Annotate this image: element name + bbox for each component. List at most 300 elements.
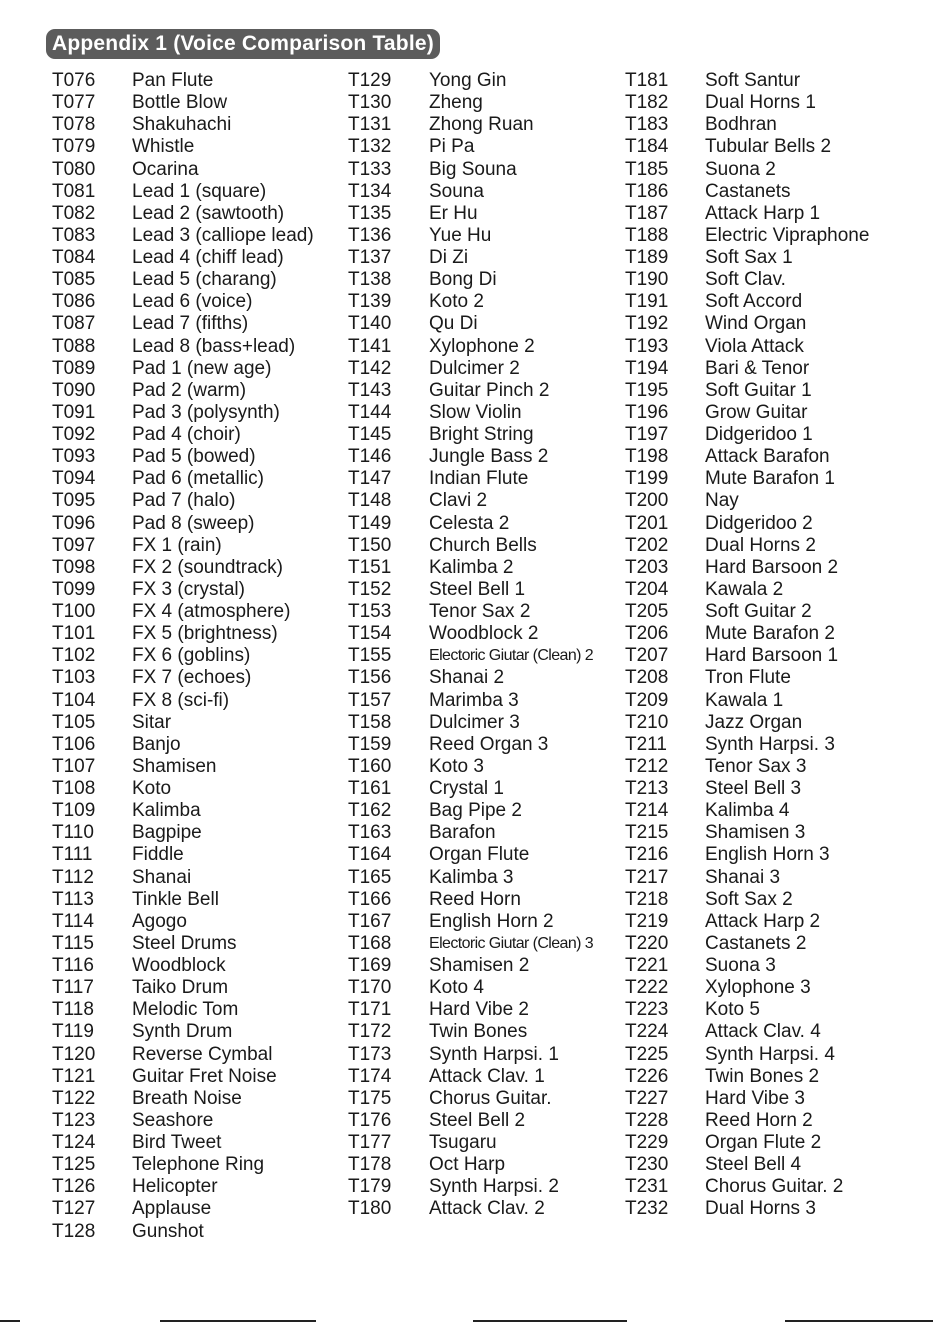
voice-name: Attack Harp 1 (705, 202, 821, 224)
voice-number: T200 (625, 490, 669, 512)
voice-number: T226 (625, 1065, 669, 1087)
voice-number: T128 (52, 1220, 96, 1242)
voice-number: T207 (625, 645, 669, 667)
voice-name: Chorus Guitar. (429, 1087, 552, 1109)
voice-number: T102 (52, 645, 96, 667)
voice-number: T100 (52, 601, 96, 622)
voice-name: Lead 6 (voice) (132, 291, 253, 313)
voice-number: T180 (348, 1198, 392, 1220)
voice-name: Twin Bones 2 (705, 1065, 820, 1087)
voice-number: T165 (348, 866, 392, 888)
voice-number: T137 (348, 247, 392, 268)
voice-name: Bag Pipe 2 (429, 800, 522, 822)
voice-number: T223 (625, 999, 669, 1021)
voice-number: T225 (625, 1043, 669, 1065)
voice-name: Jazz Organ (705, 711, 803, 733)
voice-name: FX 3 (crystal) (132, 578, 245, 600)
voice-number: T217 (625, 866, 669, 888)
voice-name: Bagpipe (132, 822, 202, 844)
voice-number: T187 (625, 202, 669, 224)
voice-number: T198 (625, 446, 669, 468)
voice-number: T203 (625, 556, 669, 578)
voice-number: T105 (52, 711, 96, 733)
voice-name: Electric Vipraphone (705, 224, 870, 246)
footer-rule (160, 1320, 316, 1322)
voice-name: FX 7 (echoes) (132, 667, 252, 689)
voice-name: Oct Harp (429, 1154, 506, 1176)
voice-number: T145 (348, 424, 392, 445)
voice-number: T077 (52, 92, 96, 114)
voice-number: T098 (52, 556, 96, 578)
voice-number: T186 (625, 180, 669, 202)
voice-number: T107 (52, 755, 96, 777)
voice-number: T131 (348, 114, 392, 136)
voice-name: Synth Drum (132, 1021, 233, 1043)
voice-number: T179 (348, 1176, 392, 1198)
voice-number: T076 (52, 70, 96, 91)
voice-name: Woodblock 2 (429, 623, 539, 645)
voice-name: Barafon (429, 822, 496, 844)
voice-number: T172 (348, 1021, 392, 1043)
voice-number: T122 (52, 1087, 96, 1109)
voice-name: FX 6 (goblins) (132, 645, 251, 667)
voice-name: Soft Clav. (705, 269, 786, 291)
voice-name: Soft Guitar 2 (705, 601, 812, 622)
voice-name: Lead 2 (sawtooth) (132, 202, 285, 224)
voice-name: Fiddle (132, 844, 184, 866)
voice-name: Steel Bell 4 (705, 1154, 802, 1176)
voice-name: Yong Gin (429, 70, 507, 91)
voice-number: T127 (52, 1198, 96, 1220)
voice-number: T153 (348, 601, 392, 622)
voice-name: Steel Bell 2 (429, 1109, 526, 1131)
voice-name: Zheng (429, 92, 483, 114)
voice-name: Pi Pa (429, 136, 475, 158)
voice-number: T176 (348, 1109, 392, 1131)
voice-name: Ocarina (132, 158, 199, 180)
voice-number: T089 (52, 357, 96, 379)
voice-number: T152 (348, 578, 392, 600)
voice-number: T211 (625, 733, 667, 755)
voice-name: Hard Barsoon 2 (705, 556, 839, 578)
voice-name: Bright String (429, 424, 534, 445)
voice-number: T162 (348, 800, 392, 822)
voice-number: T215 (625, 822, 669, 844)
voice-number: T184 (625, 136, 669, 158)
voice-name: Attack Clav. 2 (429, 1198, 545, 1220)
voice-number: T210 (625, 711, 669, 733)
footer-rule (0, 1320, 20, 1322)
voice-name: Hard Vibe 2 (429, 999, 529, 1021)
voice-name: Lead 5 (charang) (132, 269, 277, 291)
voice-name: Church Bells (429, 534, 537, 556)
voice-name: Zhong Ruan (429, 114, 534, 136)
voice-name: Agogo (132, 910, 187, 932)
voice-number: T096 (52, 512, 96, 534)
voice-name: Tinkle Bell (132, 888, 219, 910)
voice-number: T219 (625, 910, 669, 932)
voice-number: T147 (348, 468, 392, 490)
voice-number: T124 (52, 1132, 96, 1153)
voice-name: Lead 4 (chiff lead) (132, 247, 284, 268)
voice-number: T114 (52, 910, 94, 932)
voice-name: Synth Harpsi. 1 (429, 1043, 559, 1065)
voice-number: T104 (52, 689, 96, 711)
voice-number: T130 (348, 92, 392, 114)
voice-name: Er Hu (429, 202, 478, 224)
voice-number: T195 (625, 379, 669, 401)
voice-name: Kalimba 4 (705, 800, 790, 822)
voice-name: Dual Horns 3 (705, 1198, 816, 1220)
voice-name: Dual Horns 2 (705, 534, 816, 556)
voice-number: T113 (52, 888, 94, 910)
voice-number: T214 (625, 800, 669, 822)
voice-name: Kalimba 2 (429, 556, 514, 578)
voice-number: T116 (52, 955, 94, 976)
voice-name: Suona 3 (705, 955, 776, 976)
voice-number: T133 (348, 158, 392, 180)
voice-name: Pan Flute (132, 70, 214, 91)
voice-number: T209 (625, 689, 669, 711)
voice-name: Soft Santur (705, 70, 801, 91)
voice-name: Tron Flute (705, 667, 791, 689)
voice-number: T108 (52, 778, 96, 799)
voice-name: Bottle Blow (132, 92, 228, 114)
voice-name: Wind Organ (705, 313, 807, 335)
voice-name: Soft Sax 1 (705, 247, 793, 268)
voice-name: Woodblock (132, 955, 226, 976)
voice-name: Yue Hu (429, 224, 492, 246)
voice-name: Hard Barsoon 1 (705, 645, 839, 667)
voice-number: T182 (625, 92, 669, 114)
voice-number: T082 (52, 202, 96, 224)
voice-number: T230 (625, 1154, 669, 1176)
voice-name: English Horn 2 (429, 910, 554, 932)
voice-number: T197 (625, 424, 669, 445)
voice-number: T135 (348, 202, 392, 224)
voice-name: Slow Violin (429, 401, 522, 423)
voice-name: Koto 4 (429, 977, 484, 999)
voice-name: FX 2 (soundtrack) (132, 556, 283, 578)
voice-name: Melodic Tom (132, 999, 239, 1021)
voice-number: T143 (348, 379, 392, 401)
voice-number: T134 (348, 180, 392, 202)
voice-name: Attack Barafon (705, 446, 830, 468)
voice-number: T201 (625, 512, 669, 534)
voice-number: T129 (348, 70, 392, 91)
voice-number: T087 (52, 313, 96, 335)
voice-name: English Horn 3 (705, 844, 830, 866)
voice-name: Bodhran (705, 114, 777, 136)
voice-name: Pad 1 (new age) (132, 357, 272, 379)
voice-number: T205 (625, 601, 669, 622)
voice-name: Marimba 3 (429, 689, 519, 711)
voice-name: Bird Tweet (132, 1132, 222, 1153)
voice-name: Pad 7 (halo) (132, 490, 236, 512)
voice-number: T170 (348, 977, 392, 999)
voice-name: Soft Accord (705, 291, 803, 313)
voice-name: Reed Horn 2 (705, 1109, 813, 1131)
voice-name: Didgeridoo 1 (705, 424, 813, 445)
voice-name: Attack Clav. 1 (429, 1065, 545, 1087)
voice-number: T126 (52, 1176, 96, 1198)
voice-number: T199 (625, 468, 669, 490)
voice-number: T101 (52, 623, 96, 645)
voice-name: FX 8 (sci-fi) (132, 689, 230, 711)
voice-name: Sitar (132, 711, 172, 733)
voice-name: Souna (429, 180, 484, 202)
voice-number: T095 (52, 490, 96, 512)
voice-number: T083 (52, 224, 96, 246)
voice-number: T144 (348, 401, 392, 423)
voice-number: T109 (52, 800, 96, 822)
voice-name: Guitar Pinch 2 (429, 379, 550, 401)
voice-number: T090 (52, 379, 96, 401)
voice-number: T151 (348, 556, 392, 578)
voice-name: Dulcimer 3 (429, 711, 520, 733)
voice-name: Twin Bones (429, 1021, 528, 1043)
voice-name: Soft Sax 2 (705, 888, 793, 910)
voice-name: Shakuhachi (132, 114, 232, 136)
voice-number: T106 (52, 733, 96, 755)
voice-number: T169 (348, 955, 392, 976)
voice-name: Organ Flute (429, 844, 530, 866)
voice-name: Mute Barafon 1 (705, 468, 835, 490)
voice-number: T154 (348, 623, 392, 645)
voice-number: T185 (625, 158, 669, 180)
voice-name: FX 5 (brightness) (132, 623, 278, 645)
voice-number: T149 (348, 512, 392, 534)
voice-name: Bong Di (429, 269, 497, 291)
voice-number: T161 (348, 778, 392, 799)
voice-number: T168 (348, 932, 392, 954)
voice-number: T193 (625, 335, 669, 357)
voice-name: Tenor Sax 2 (429, 601, 531, 622)
voice-name: Steel Bell 3 (705, 778, 802, 799)
voice-number: T224 (625, 1021, 669, 1043)
voice-number: T150 (348, 534, 392, 556)
voice-name: Tubular Bells 2 (705, 136, 832, 158)
voice-number: T174 (348, 1065, 392, 1087)
voice-number: T085 (52, 269, 96, 291)
voice-name: Koto 3 (429, 755, 484, 777)
voice-name: Gunshot (132, 1220, 204, 1242)
voice-number: T139 (348, 291, 392, 313)
voice-name: Lead 8 (bass+lead) (132, 335, 296, 357)
voice-number: T183 (625, 114, 669, 136)
voice-number: T092 (52, 424, 96, 445)
voice-name: Attack Clav. 4 (705, 1021, 821, 1043)
page-title: Appendix 1 (Voice Comparison Table) (46, 29, 440, 59)
voice-name: Synth Harpsi. 4 (705, 1043, 835, 1065)
voice-number: T231 (625, 1176, 669, 1198)
voice-number: T222 (625, 977, 669, 999)
voice-name: Pad 3 (polysynth) (132, 401, 280, 423)
voice-number: T181 (625, 70, 669, 91)
voice-name: Celesta 2 (429, 512, 510, 534)
voice-number: T120 (52, 1043, 96, 1065)
voice-number: T118 (52, 999, 94, 1021)
voice-number: T136 (348, 224, 392, 246)
voice-number: T111 (52, 844, 93, 866)
voice-number: T119 (52, 1021, 94, 1043)
voice-number: T164 (348, 844, 392, 866)
voice-name: Reed Horn (429, 888, 521, 910)
voice-number: T167 (348, 910, 392, 932)
voice-name: Tenor Sax 3 (705, 755, 807, 777)
voice-number: T099 (52, 578, 96, 600)
voice-name: Pad 2 (warm) (132, 379, 247, 401)
voice-name: Castanets (705, 180, 791, 202)
voice-number: T079 (52, 136, 96, 158)
voice-name: Reed Organ 3 (429, 733, 549, 755)
voice-number: T212 (625, 755, 669, 777)
voice-number: T189 (625, 247, 669, 268)
voice-name: Dual Horns 1 (705, 92, 816, 114)
voice-number: T094 (52, 468, 96, 490)
voice-name: Shanai (132, 866, 192, 888)
voice-number: T146 (348, 446, 392, 468)
voice-number: T196 (625, 401, 669, 423)
voice-number: T156 (348, 667, 392, 689)
voice-name: Chorus Guitar. 2 (705, 1176, 844, 1198)
voice-name: Hard Vibe 3 (705, 1087, 805, 1109)
footer-rule (785, 1320, 933, 1322)
voice-number: T121 (52, 1065, 96, 1087)
voice-name: Shamisen 2 (429, 955, 530, 976)
voice-number: T159 (348, 733, 392, 755)
voice-number: T148 (348, 490, 392, 512)
voice-name: Jungle Bass 2 (429, 446, 549, 468)
voice-name: Mute Barafon 2 (705, 623, 835, 645)
voice-number: T194 (625, 357, 669, 379)
voice-number: T190 (625, 269, 669, 291)
voice-number: T158 (348, 711, 392, 733)
voice-name: Applause (132, 1198, 212, 1220)
voice-name: Shanai 3 (705, 866, 781, 888)
voice-name: Seashore (132, 1109, 214, 1131)
voice-name: Shamisen 3 (705, 822, 806, 844)
voice-name: Guitar Fret Noise (132, 1065, 277, 1087)
voice-name: Synth Harpsi. 3 (705, 733, 835, 755)
voice-number: T155 (348, 645, 392, 667)
voice-number: T163 (348, 822, 392, 844)
voice-number: T086 (52, 291, 96, 313)
voice-name: Shamisen (132, 755, 217, 777)
voice-name: Pad 4 (choir) (132, 424, 241, 445)
voice-number: T141 (348, 335, 392, 357)
voice-name: Kalimba 3 (429, 866, 514, 888)
voice-number: T204 (625, 578, 669, 600)
voice-name: Bari & Tenor (705, 357, 810, 379)
voice-number: T110 (52, 822, 94, 844)
voice-number: T220 (625, 932, 669, 954)
voice-name: Lead 3 (calliope lead) (132, 224, 314, 246)
voice-name: Electoric Giutar (Clean) 3 (429, 934, 594, 952)
voice-number: T093 (52, 446, 96, 468)
voice-name: Soft Guitar 1 (705, 379, 812, 401)
voice-number: T088 (52, 335, 96, 357)
voice-name: Didgeridoo 2 (705, 512, 813, 534)
voice-number: T166 (348, 888, 392, 910)
voice-number: T171 (348, 999, 392, 1021)
voice-name: Qu Di (429, 313, 478, 335)
voice-number: T138 (348, 269, 392, 291)
voice-number: T227 (625, 1087, 669, 1109)
voice-name: Clavi 2 (429, 490, 488, 512)
voice-number: T178 (348, 1154, 392, 1176)
voice-number: T112 (52, 866, 94, 888)
voice-name: Pad 5 (bowed) (132, 446, 256, 468)
voice-name: Taiko Drum (132, 977, 229, 999)
voice-number: T097 (52, 534, 96, 556)
voice-number: T213 (625, 778, 669, 799)
voice-number: T132 (348, 136, 392, 158)
voice-number: T202 (625, 534, 669, 556)
voice-number: T216 (625, 844, 669, 866)
voice-name: Whistle (132, 136, 195, 158)
voice-name: Helicopter (132, 1176, 218, 1198)
voice-number: T125 (52, 1154, 96, 1176)
voice-number: T157 (348, 689, 392, 711)
voice-number: T173 (348, 1043, 392, 1065)
voice-number: T206 (625, 623, 669, 645)
voice-number: T140 (348, 313, 392, 335)
voice-number: T232 (625, 1198, 669, 1220)
voice-name: Pad 6 (metallic) (132, 468, 264, 490)
voice-name: Viola Attack (705, 335, 804, 357)
voice-name: Koto 2 (429, 291, 484, 313)
voice-number: T091 (52, 401, 96, 423)
voice-number: T115 (52, 932, 94, 954)
voice-name: Synth Harpsi. 2 (429, 1176, 559, 1198)
voice-number: T103 (52, 667, 96, 689)
voice-number: T160 (348, 755, 392, 777)
voice-name: Reverse Cymbal (132, 1043, 273, 1065)
voice-name: Kawala 2 (705, 578, 784, 600)
voice-name: Indian Flute (429, 468, 529, 490)
voice-name: Nay (705, 490, 739, 512)
voice-name: Kawala 1 (705, 689, 784, 711)
voice-name: Di Zi (429, 247, 469, 268)
voice-number: T208 (625, 667, 669, 689)
voice-number: T191 (625, 291, 669, 313)
voice-number: T221 (625, 955, 669, 976)
voice-name: Suona 2 (705, 158, 776, 180)
voice-name: Pad 8 (sweep) (132, 512, 255, 534)
voice-name: Crystal 1 (429, 778, 504, 799)
voice-name: FX 1 (rain) (132, 534, 222, 556)
voice-number: T175 (348, 1087, 392, 1109)
voice-name: Steel Bell 1 (429, 578, 526, 600)
voice-name: Shanai 2 (429, 667, 505, 689)
voice-name: Xylophone 3 (705, 977, 811, 999)
voice-name: Grow Guitar (705, 401, 808, 423)
voice-name: Kalimba (132, 800, 201, 822)
voice-name: Electoric Giutar (Clean) 2 (429, 647, 594, 665)
voice-number: T081 (52, 180, 96, 202)
footer-rule (473, 1320, 627, 1322)
voice-name: Koto 5 (705, 999, 760, 1021)
voice-name: FX 4 (atmosphere) (132, 601, 291, 622)
voice-number: T078 (52, 114, 96, 136)
voice-name: Organ Flute 2 (705, 1132, 822, 1153)
voice-number: T142 (348, 357, 392, 379)
voice-name: Steel Drums (132, 932, 237, 954)
voice-name: Tsugaru (429, 1132, 497, 1153)
voice-number: T123 (52, 1109, 96, 1131)
voice-name: Lead 1 (square) (132, 180, 267, 202)
